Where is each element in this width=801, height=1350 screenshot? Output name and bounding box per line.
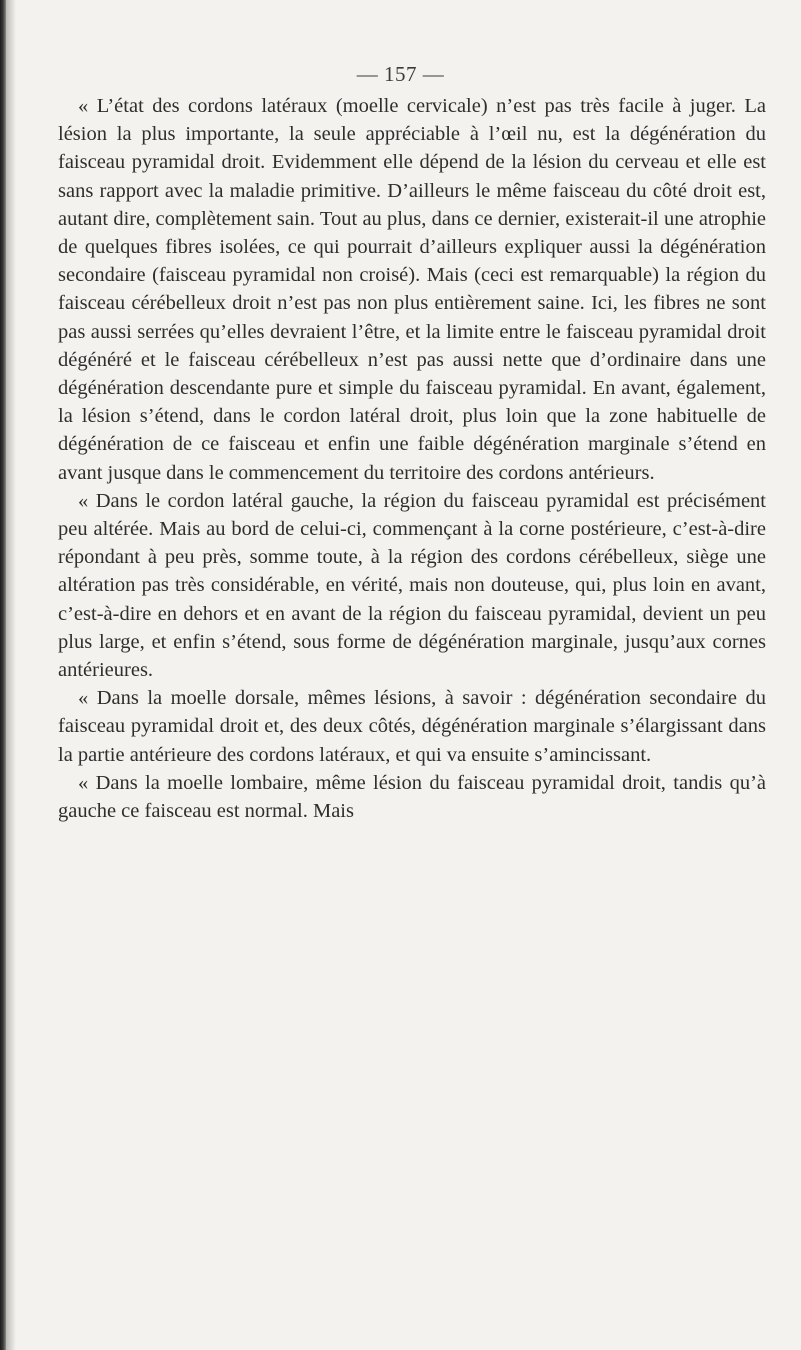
book-gutter-shadow — [6, 0, 16, 1350]
paragraph: « Dans le cordon latéral gauche, la région du faisceau pyramidal est précisément peu altérée. Mais au bord de celui-ci, commençant à la corne postérieure, c’est-à-dire répondant à peu près, somme toute, à la région des cordons cérébelleux, siège une altération pas très considérable, en vérité, mais non douteuse, qui, plus loin en avant, c’est-à-dire en dehors et en avant de la région du faisceau pyramidal, devient un peu plus large, et enfin s’étend, sous forme de dégénération marginale, jusqu’aux cornes antérieures. — [58, 489, 766, 682]
body-text — [58, 92, 766, 825]
paragraph: « Dans la moelle lombaire, même lésion du faisceau pyramidal droit, tandis qu’à gauche ce faisceau est normal. Mais — [58, 771, 766, 823]
paragraph: « L’état des cordons latéraux (moelle cervicale) n’est pas très facile à juger. La lésion la plus importante, la seule appréciable à l’œil nu, est la dégénération du faisceau pyramidal droit. Evidemment elle dépend de la lésion du cerveau et elle est sans rapport avec la maladie primitive. D’ailleurs le même faisceau du côté droit est, autant dire, complètement sain. Tout au plus, dans ce dernier, existerait-il une atrophie de quelques fibres isolées, ce qui pourrait d’ailleurs expliquer aussi la dégénération secondaire (faisceau pyramidal non croisé). Mais (ceci est remarquable) la région du faisceau cérébelleux droit n’est pas non plus entièrement saine. Ici, les fibres ne sont pas aussi serrées qu’elles devraient l’être, et la limite entre le faisceau pyramidal droit dégénéré et le faisceau cérébelleux n’est pas aussi nette que d’ordinaire dans une dégénération descendante pure et simple du faisceau pyramidal. En avant, également, la lésion s’étend, dans le cordon latéral droit, plus loin que la zone habituelle de dégénération de ce faisceau et enfin une faible dégénération marginale s’étend en avant jusque dans le commencement du territoire des cordons antérieurs. — [58, 95, 766, 484]
paragraph: « Dans la moelle dorsale, mêmes lésions, à savoir : dégénération secondaire du faisceau pyramidal droit et, des deux côtés, dégénération marginale s’élargissant dans la partie antérieure des cordons latéraux, et qui va ensuite s’amincissant. — [58, 687, 766, 766]
page-number: — 157 — — [356, 62, 445, 86]
